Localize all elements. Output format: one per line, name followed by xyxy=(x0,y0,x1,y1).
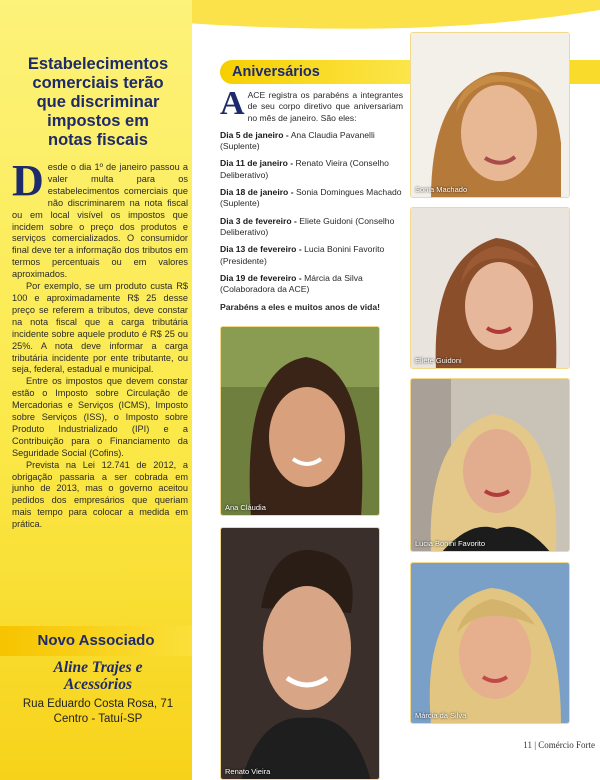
article-headline xyxy=(12,55,184,150)
photo-sonia-machado xyxy=(410,32,570,198)
photo-marcia-da-silva xyxy=(410,562,570,724)
birthday-entry xyxy=(220,158,403,181)
portrait-image xyxy=(411,208,570,369)
aniversarios-intro-text: ACE registra os parabéns a integrantes de seu corpo diretivo que aniversariam no mês de janeiro. São eles: xyxy=(247,90,403,123)
portrait-image xyxy=(411,33,570,198)
birthday-person: Eliete Guidoni (Conselho Deliberativo) xyxy=(220,215,395,237)
aniversarios-banner-tail xyxy=(570,60,600,84)
portrait-image xyxy=(221,528,380,780)
novo-associado-title: Novo Associado xyxy=(37,632,155,649)
portrait-image xyxy=(221,327,380,516)
article-paragraph: Prevista na Lei 12.741 de 2012, a obrigação passaria a ser cobrada em junho de 2013, mas o governo aceitou pedidos dos empresários que queriam mais tempo para colocar a medida em prática. xyxy=(12,459,188,530)
article-body xyxy=(12,156,188,531)
birthday-entry xyxy=(220,216,403,239)
photo-renato-vieira xyxy=(220,527,380,780)
birthday-date: Dia 18 de janeiro - xyxy=(220,187,294,198)
birthday-person: Ana Claudia Pavanelli (Suplente) xyxy=(220,129,375,152)
photo-caption: Lucia Bonini Favorito xyxy=(415,539,486,548)
associate-address xyxy=(6,697,190,727)
photo-caption: Márcia da Silva xyxy=(415,711,467,720)
birthday-entry xyxy=(220,273,403,296)
birthday-date: Dia 13 de fevereiro - xyxy=(220,244,302,255)
article-dropcap: D xyxy=(12,156,44,205)
birthday-entry xyxy=(220,187,403,210)
birthday-person: Renato Vieira (Conselho Deliberativo) xyxy=(220,158,389,180)
photo-eliete-guidoni xyxy=(410,207,570,369)
birthday-date: Dia 11 de janeiro - xyxy=(220,158,294,169)
headline-line: impostos em xyxy=(47,112,149,130)
birthday-date: Dia 3 de fevereiro - xyxy=(220,215,297,226)
photo-caption: Ana Cláudia xyxy=(225,503,266,512)
article-paragraph xyxy=(12,156,188,281)
article-paragraph: Por exemplo, se um produto custa R$ 100 e aproximadamente R$ 25 desse preço se referem a tributos, deve constar na nota fiscal que a carga tributária incidente sobre aquele produto é R$ 25 ou 25%. A nota deve informar a carga tributária incidente por ente tributante, ou seja, federal, estadual e municipal. xyxy=(12,281,188,375)
associate-name xyxy=(8,659,188,693)
birthday-entry xyxy=(220,244,403,267)
aniversarios-intro xyxy=(220,85,403,124)
headline-line: comerciais terão xyxy=(32,74,164,92)
associate-name-line: Acessórios xyxy=(63,676,133,693)
headline-line: Estabelecimentos xyxy=(27,55,169,73)
birthday-date: Dia 5 de janeiro - xyxy=(220,129,289,140)
birthday-date: Dia 19 de fevereiro - xyxy=(220,272,302,283)
address-line: Centro - Tatuí-SP xyxy=(53,713,143,725)
birthday-person: Márcia da Silva (Colaboradora da ACE) xyxy=(220,272,363,295)
photo-caption: Eliete Guidoni xyxy=(415,356,462,365)
photo-ana-claudia xyxy=(220,326,380,516)
aniversarios-title: Aniversários xyxy=(232,64,320,80)
article-paragraph: Entre os impostos que devem constar estão o Imposto sobre Circulação de Mercadorias e Serviços (ICMS), Imposto sobre Serviços (ISS), o Imposto sobre Produto Industrializado (IPI) e a Contribuição para o Financiamento da Seguridade Social (Cofins). xyxy=(12,376,188,458)
headline-line: notas fiscais xyxy=(48,131,148,149)
aniversarios-text xyxy=(220,85,403,314)
address-line: Rua Eduardo Costa Rosa, 71 xyxy=(22,698,174,710)
headline-line: que discriminar xyxy=(36,93,160,111)
portrait-image xyxy=(411,563,570,724)
photo-caption: Sonia Machado xyxy=(415,185,468,194)
photo-caption: Renato Vieira xyxy=(225,767,271,776)
birthday-closing: Parabéns a eles e muitos anos de vida! xyxy=(220,302,381,313)
page-footer: 11 | Comércio Forte xyxy=(523,740,595,750)
birthday-entry xyxy=(220,130,403,153)
article-paragraph-text: esde o dia 1º de janeiro passou a valer multa para os estabelecimentos comerciais que não discriminarem na nota fiscal ou em local visível os impostos que incidem sobre o preço dos produtos e serviços comercializados. O consumidor final deve ter a informação dos tributos em termos percentuais ou em valores aproximados. xyxy=(12,162,188,280)
birthday-person: Lucia Bonini Favorito (Presidente) xyxy=(220,244,385,266)
portrait-image xyxy=(411,379,570,552)
aniversarios-dropcap: A xyxy=(220,85,245,122)
associate-name-line: Aline Trajes e xyxy=(53,659,143,676)
birthday-person: Sonia Domingues Machado (Suplente) xyxy=(220,187,402,209)
photo-lucia-bonini-favorito xyxy=(410,378,570,552)
